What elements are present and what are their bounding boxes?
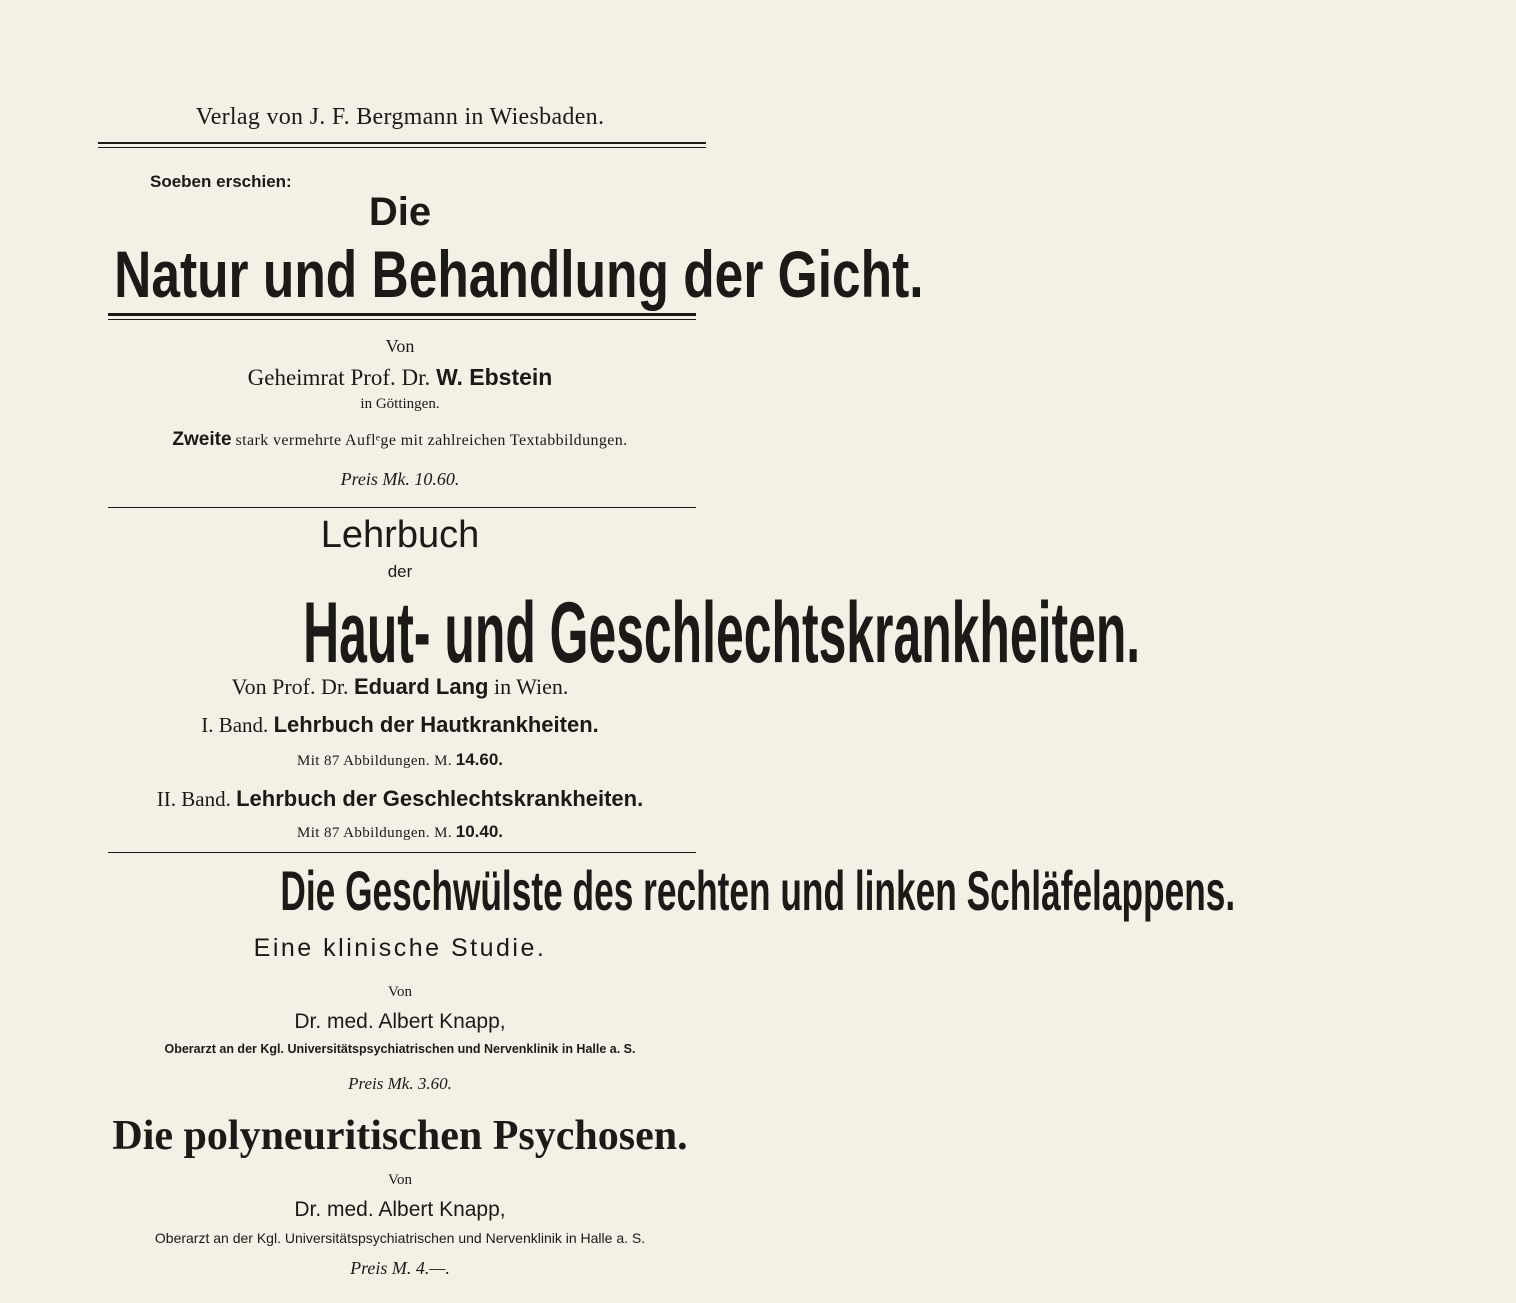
book4-affiliation [0,1230,800,1248]
book2-vol1-price-line [0,750,800,770]
book2-vol2-price-line [0,822,800,842]
book2-vol1-title: Lehrbuch der Hautkrankheiten. [273,712,599,737]
book4-by: Von [388,1172,412,1188]
book2-author-line [0,674,800,700]
header-rule-thick [98,142,706,144]
book2-der: der [387,562,413,581]
book1-location: in Göttingen. [360,396,440,412]
book2-vol1-price: 14.60. [455,750,504,769]
book2-vol2-price: 10.40. [455,822,504,841]
book3-subtitle: Eine klinische Studie. [253,934,547,962]
book1-title: Natur und Behandlung der Gicht. [114,237,924,311]
book2-author-suffix: in Wien. [493,674,569,699]
publisher-header [0,104,800,131]
divider-2 [108,852,696,853]
publisher-line: Verlag von J. F. Bergmann in Wiesbaden. [195,104,605,130]
book3-by: Von [388,984,412,1000]
book3-title-wrap [0,858,1236,923]
book1-author-name: W. Ebstein [436,364,553,390]
book4-author-text: Dr. med. Albert Knapp, [294,1198,506,1221]
book2-vol1-detail: Mit 87 Abbildungen. M. [296,753,453,769]
book2-vol2-label: II. Band. [156,787,231,811]
book1-title-rule-thin [108,319,696,320]
book3-author-text: Dr. med. Albert Knapp, [294,1010,506,1033]
book2-vol1-label: I. Band. [201,713,269,737]
book2-vol1-line [0,712,800,738]
book2-title: Haut- und Geschlechtskrankheiten. [303,585,1141,681]
book2-author-name: Eduard Lang [354,674,489,699]
book1-article: Die [368,190,432,234]
book2-vol2-title: Lehrbuch der Geschlechtskrankheiten. [236,786,644,811]
book1-author-line [0,364,800,391]
book1-by: Von [385,336,415,356]
book2-author-prefix: Von Prof. Dr. [231,674,349,699]
book4-price: Preis M. 4.—. [350,1258,450,1278]
book3-title: Die Geschwülste des rechten und linken Schläfelappens. [280,859,1236,922]
book3-affiliation: Oberarzt an der Kgl. Universitätspsychiatrischen und Nervenklinik in Halle a. S. [164,1042,636,1056]
book2-heading: Lehrbuch [320,514,480,556]
book3-price: Preis Mk. 3.60. [348,1074,452,1093]
book1-edition-bold: Zweite [172,429,232,450]
book2-vol2-line [0,786,800,812]
book3-author [0,1010,800,1034]
book1-price: Preis Mk. 10.60. [340,469,460,489]
announcement-label: Soeben erschien: [150,172,292,191]
book1-title-wrap [0,236,924,312]
book1-edition-rest: stark vermehrte Auflᵉge mit zahlreichen Textabbildungen. [235,432,628,449]
book1-edition-line [0,429,800,451]
book4-author [0,1198,800,1222]
book4-title: Die polyneuritischen Psychosen. [112,1113,688,1159]
book1-title-rule-thick [108,313,696,316]
book2-vol2-detail: Mit 87 Abbildungen. M. [296,825,453,841]
book2-title-wrap [0,584,1141,683]
header-rule-thin [98,147,706,148]
divider-1 [108,507,696,508]
book4-affiliation-text: Oberarzt an der Kgl. Universitätspsychiatrischen und Nervenklinik in Halle a. S. [154,1230,646,1246]
book1-author-prefix: Geheimrat Prof. Dr. [247,365,431,390]
